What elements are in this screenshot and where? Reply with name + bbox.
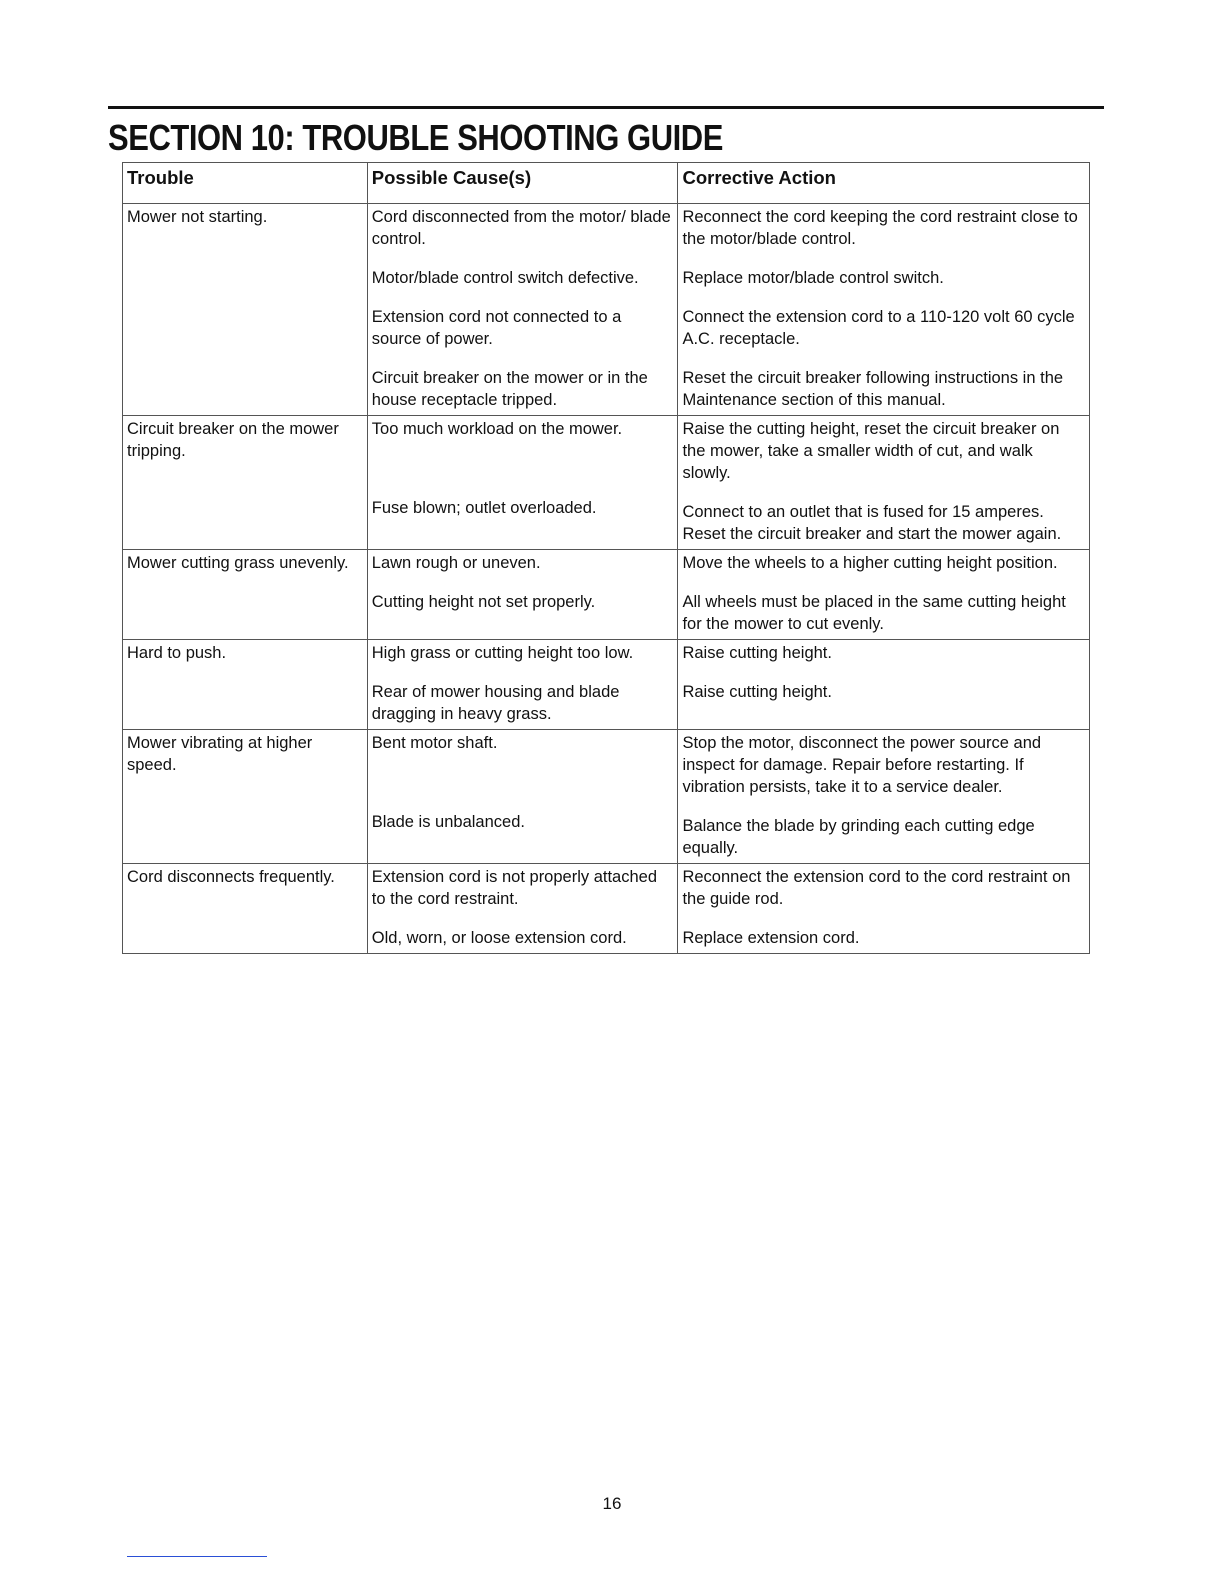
trouble-cell: Mower not starting. (123, 204, 368, 416)
trouble-cell: Cord disconnects frequently. (123, 864, 368, 954)
trouble-cell: Mower vibrating at higher speed. (123, 730, 368, 864)
action-entry: Connect the extension cord to a 110-120 volt 60 cycle A.C. receptacle. (682, 308, 1075, 348)
action-entry: Replace motor/blade control switch. (682, 269, 944, 287)
cause-entry: Circuit breaker on the mower or in the house receptacle tripped. (371, 369, 648, 409)
actions-cell (678, 640, 1090, 730)
table-row (123, 640, 1090, 730)
causes-cell (367, 416, 678, 550)
actions-cell (678, 864, 1090, 954)
table-row (123, 864, 1090, 954)
cause-entry: Cutting height not set properly. (371, 593, 596, 611)
section-title: SECTION 10: TROUBLE SHOOTING GUIDE (108, 117, 723, 158)
table-row (123, 550, 1090, 640)
section-rule (108, 106, 1104, 109)
cause-entry: Old, worn, or loose extension cord. (371, 929, 627, 947)
action-entry: Replace extension cord. (682, 929, 860, 947)
actions-cell (678, 550, 1090, 640)
page-number: 16 (602, 1494, 622, 1513)
table-row (123, 204, 1090, 416)
action-entry: Raise cutting height. (682, 683, 832, 701)
action-entry: Raise cutting height. (682, 644, 832, 662)
action-entry: Move the wheels to a higher cutting height position. (682, 554, 1058, 572)
header-trouble: Trouble (123, 163, 368, 204)
troubleshooting-table (122, 162, 1090, 954)
table-row (123, 730, 1090, 864)
cause-entry: Lawn rough or uneven. (371, 554, 541, 572)
action-entry: Connect to an outlet that is fused for 15 amperes. Reset the circuit breaker and start the mower again. (682, 503, 1062, 543)
cause-entry: Fuse blown; outlet overloaded. (371, 499, 597, 517)
header-possible-causes: Possible Cause(s) (367, 163, 678, 204)
action-entry: Reconnect the cord keeping the cord restraint close to the motor/blade control. (682, 208, 1078, 248)
cause-entry: Blade is unbalanced. (371, 813, 525, 831)
header-corrective-action: Corrective Action (678, 163, 1090, 204)
actions-cell (678, 730, 1090, 864)
causes-cell (367, 550, 678, 640)
cause-entry: Cord disconnected from the motor/ blade control. (371, 208, 671, 248)
cause-entry: Extension cord not connected to a source of power. (371, 308, 622, 348)
causes-cell (367, 864, 678, 954)
cause-entry: Bent motor shaft. (371, 734, 498, 752)
trouble-cell: Circuit breaker on the mower tripping. (123, 416, 368, 550)
actions-cell (678, 204, 1090, 416)
cause-entry: Too much workload on the mower. (371, 420, 623, 438)
causes-cell (367, 730, 678, 864)
action-entry: Reset the circuit breaker following instructions in the Maintenance section of this manual. (682, 369, 1064, 409)
cause-entry: Rear of mower housing and blade dragging in heavy grass. (371, 683, 620, 723)
footer-link-underline[interactable] (127, 1556, 267, 1557)
action-entry: Stop the motor, disconnect the power source and inspect for damage. Repair before restarting. If vibration persists, take it to a service dealer. (682, 734, 1042, 796)
action-entry: Raise the cutting height, reset the circuit breaker on the mower, take a smaller width of cut, and walk slowly. (682, 420, 1060, 482)
action-entry: Reconnect the extension cord to the cord restraint on the guide rod. (682, 868, 1071, 908)
trouble-cell: Mower cutting grass unevenly. (123, 550, 368, 640)
table-row (123, 416, 1090, 550)
causes-cell (367, 640, 678, 730)
table-header-row (123, 163, 1090, 204)
cause-entry: High grass or cutting height too low. (371, 644, 634, 662)
cause-entry: Extension cord is not properly attached to the cord restraint. (371, 868, 658, 908)
trouble-cell: Hard to push. (123, 640, 368, 730)
causes-cell (367, 204, 678, 416)
cause-entry: Motor/blade control switch defective. (371, 269, 639, 287)
action-entry: Balance the blade by grinding each cutting edge equally. (682, 817, 1035, 857)
actions-cell (678, 416, 1090, 550)
action-entry: All wheels must be placed in the same cutting height for the mower to cut evenly. (682, 593, 1066, 633)
